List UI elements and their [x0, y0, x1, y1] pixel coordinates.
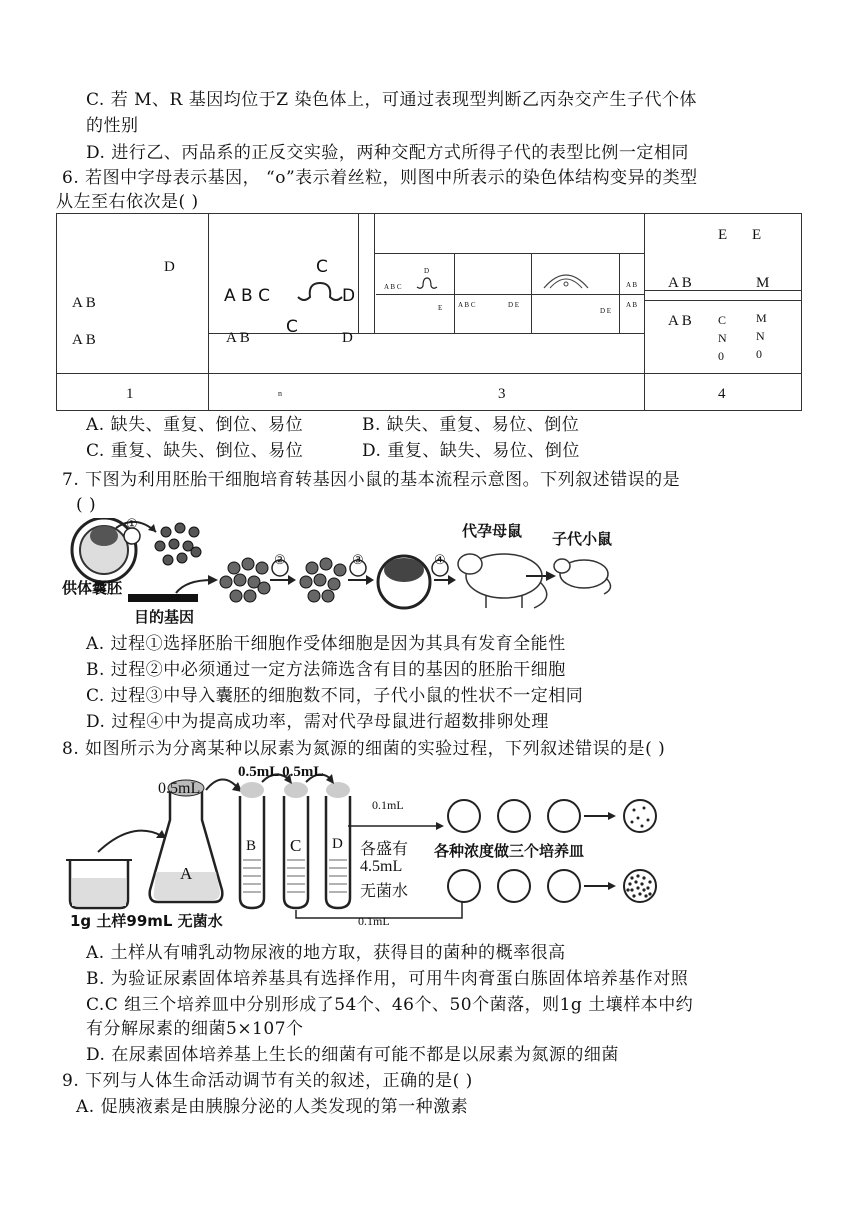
q7-flow-diagram — [56, 518, 636, 628]
q8-option-c-line2: 有分解尿素的细菌5×107个 — [86, 1019, 304, 1039]
q6-gene-table — [56, 213, 801, 410]
col4-label: 4 — [718, 386, 726, 402]
soil-sample-label: 1g 土样99mL 无菌水 — [70, 912, 223, 930]
q8-option-b: B. 为验证尿素固体培养基具有选择作用，可用牛肉膏蛋白胨固体培养基作对照 — [86, 969, 689, 989]
tube-content-line1: 各盛有 — [360, 841, 409, 858]
col4-m2: M — [756, 311, 767, 325]
q5-option-c-line1: C. 若 M、R 基因均位于Z 染色体上，可通过表现型判断乙丙杂交产生子代个体 — [86, 90, 697, 110]
step1-label: ① — [126, 516, 138, 531]
step2-label: ② — [274, 552, 286, 567]
col3-c-ab: A B — [626, 281, 638, 289]
q7-stem-line1: 7. 下图为利用胚胎干细胞培育转基因小鼠的基本流程示意图。下列叙述错误的是 — [62, 470, 681, 490]
q7-stem-line2: ( ) — [76, 495, 97, 515]
q8-option-a: A. 土样从有哺乳动物尿液的地方取，获得目的菌种的概率很高 — [86, 943, 566, 963]
plates-label: 各种浓度做三个培养皿 — [434, 842, 585, 860]
col1-gene-d: D — [164, 259, 175, 275]
q6-option-b: B. 缺失、重复、易位、倒位 — [362, 415, 580, 435]
col4-top-genes: A B — [668, 275, 692, 291]
col3-c-arch-icon — [540, 268, 592, 290]
col4-m1: M — [756, 275, 770, 291]
col4-n1: N — [718, 331, 727, 345]
q7-option-b: B. 过程②中必须通过一定方法筛选含有目的基因的胚胎干细胞 — [86, 660, 566, 680]
col4-o1: 0 — [718, 349, 724, 363]
q6-stem-line1: 6. 若图中字母表示基因， “o”表示着丝粒，则图中所表示的染色体结构变异的类型 — [62, 168, 698, 188]
col2-top-d: D — [342, 286, 356, 306]
q5-option-d: D. 进行乙、丙品系的正反交实验，两种交配方式所得子代的表型比例一定相同 — [86, 143, 689, 163]
target-gene-label: 目的基因 — [134, 608, 195, 626]
col2-bottom-c: C — [286, 317, 298, 337]
surrogate-mouse-label: 代孕母鼠 — [462, 522, 523, 540]
col1-label: 1 — [126, 386, 134, 402]
q6-option-a: A. 缺失、重复、倒位、易位 — [86, 415, 304, 435]
flask-volume-label: 0.5mL — [158, 780, 201, 797]
q6-option-c: C. 重复、缺失、倒位、易位 — [86, 441, 304, 461]
tube-d-label: D — [332, 836, 343, 852]
col3-label: 3 — [498, 386, 506, 402]
col2-top-c: C — [316, 257, 328, 277]
col1-top-genes: A B — [72, 295, 96, 311]
col4-c: C — [718, 313, 727, 327]
q9-option-a: A. 促胰液素是由胰腺分泌的人类发现的第一种激素 — [76, 1097, 469, 1117]
q6-option-d: D. 重复、缺失、易位、倒位 — [362, 441, 580, 461]
col3-a-loop-icon — [416, 275, 438, 291]
q5-option-c-line2: 的性别 — [86, 116, 139, 136]
q8-dilution-diagram — [62, 760, 682, 935]
col3-a-genes: A B C — [384, 283, 402, 291]
donor-blastocyst-label: 供体囊胚 — [62, 579, 123, 597]
q7-option-c: C. 过程③中导入囊胚的细胞数不同，子代小鼠的性状不一定相同 — [86, 686, 584, 706]
col2-bottom-genes: A B — [226, 330, 250, 346]
col4-n2: N — [756, 329, 765, 343]
col2-label: n — [278, 389, 282, 398]
q7-option-d: D. 过程④中为提高成功率，需对代孕母鼠进行超数排卵处理 — [86, 712, 549, 732]
col3-b-genes: A B C — [458, 301, 476, 309]
col2-bottom-d: D — [342, 330, 353, 346]
tube-volume-label: 0.5mL 0.5mL — [238, 764, 324, 780]
drop-volume-bottom: 0.1mL — [358, 914, 390, 928]
q8-option-d: D. 在尿素固体培养基上生长的细菌有可能不都是以尿素为氮源的细菌 — [86, 1045, 619, 1065]
tube-content-line3: 无菌水 — [360, 883, 409, 900]
step4-label: ④ — [434, 552, 446, 567]
q8-stem: 8. 如图所示为分离某种以尿素为氮源的细菌的实验过程，下列叙述错误的是( ) — [62, 739, 666, 759]
col2-top-genes: A B C — [224, 286, 270, 306]
offspring-mouse-label: 子代小鼠 — [552, 530, 613, 548]
col4-e1: E — [718, 227, 728, 243]
col3-a-e: E — [438, 304, 443, 312]
col4-bottom-genes: A B — [668, 313, 692, 329]
col3-c-de: D E — [600, 307, 612, 315]
col4-o2: 0 — [756, 347, 762, 361]
tube-c-label: C — [290, 836, 302, 855]
q6-stem-line2: 从左至右依次是( ) — [56, 192, 199, 212]
col1-bottom-genes: A B — [72, 332, 96, 348]
drop-volume-top: 0.1mL — [372, 798, 404, 812]
step3-label: ③ — [352, 552, 364, 567]
tube-b-label: B — [246, 838, 257, 854]
tube-content-line2: 4.5mL — [360, 858, 403, 875]
flask-a-label: A — [180, 864, 193, 883]
q9-stem: 9. 下列与人体生命活动调节有关的叙述，正确的是( ) — [62, 1071, 473, 1091]
col3-b-de: D E — [508, 301, 520, 309]
col3-d-ab: A B — [626, 301, 638, 309]
q8-option-c-line1: C.C 组三个培养皿中分别形成了54个、46个、50个菌落，则1g 土壤样本中约 — [86, 995, 694, 1015]
col4-e2: E — [752, 227, 762, 243]
col3-a-d: D — [424, 267, 430, 275]
q7-option-a: A. 过程①选择胚胎干细胞作受体细胞是因为其具有发育全能性 — [86, 634, 566, 654]
